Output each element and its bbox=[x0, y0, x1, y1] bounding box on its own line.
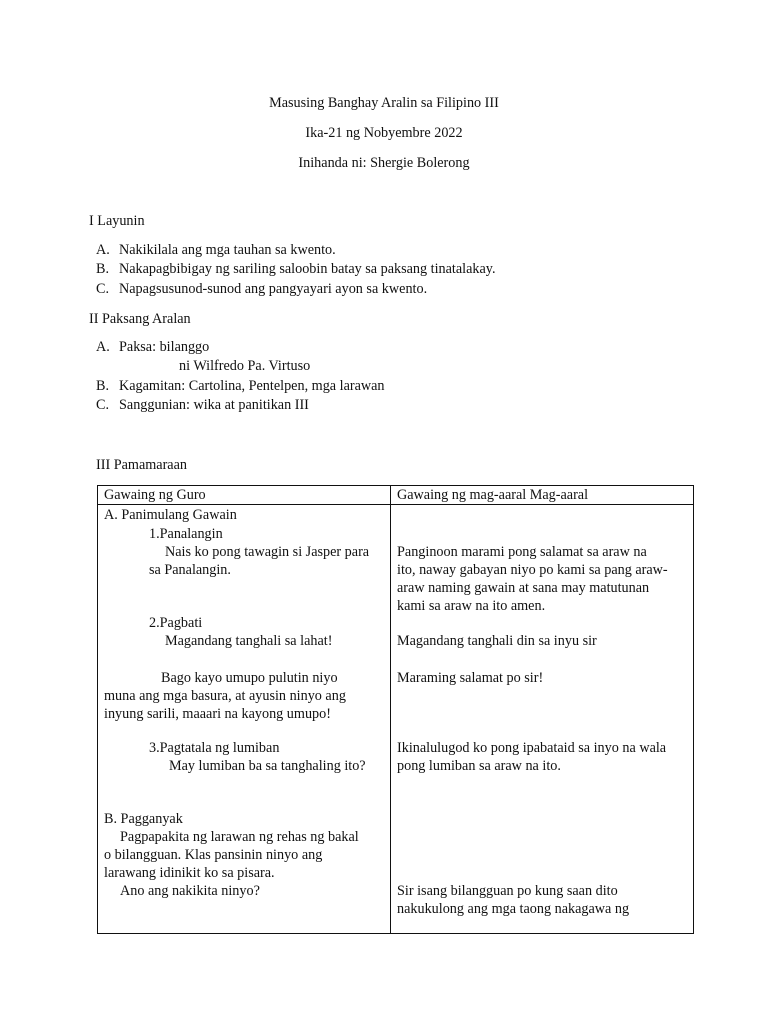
list-marker: C. bbox=[96, 396, 110, 413]
tanong-text: Ano ang nakikita ninyo? bbox=[120, 883, 260, 899]
document-author: Inihanda ni: Shergie Bolerong bbox=[298, 155, 470, 171]
document-title: Masusing Banghay Aralin sa Filipino III bbox=[269, 95, 499, 111]
table-header-row bbox=[98, 486, 694, 505]
cell-gawaing-magaaral bbox=[391, 505, 694, 934]
lumiban-text: May lumiban ba sa tanghaling ito? bbox=[169, 758, 366, 774]
pagbati-sagot: Magandang tanghali din sa inyu sir bbox=[397, 633, 597, 649]
list-text: Paksa: bilanggo bbox=[119, 339, 210, 355]
panalangin-sagot-line: ito, naway gabayan niyo po kami sa pang araw- bbox=[397, 562, 668, 578]
pamamaraan-table bbox=[97, 485, 694, 934]
list-text: Nakikilala ang mga tauhan sa kwento. bbox=[119, 242, 336, 258]
pagbati-label: 2.Pagbati bbox=[149, 615, 203, 631]
pagbati-text: Magandang tanghali sa lahat! bbox=[165, 633, 333, 649]
panalangin-label: 1.Panalangin bbox=[149, 526, 223, 542]
list-text: ni Wilfredo Pa. Virtuso bbox=[179, 358, 311, 375]
list-marker: A. bbox=[96, 242, 110, 258]
panalangin-sagot-line: Panginoon marami pong salamat sa araw na bbox=[397, 544, 647, 560]
list-marker: A. bbox=[96, 339, 110, 355]
lumiban-sagot-line: Ikinalulugod ko pong ipabataid sa inyo na wala bbox=[397, 740, 667, 756]
lumiban-sagot-line: pong lumiban sa araw na ito. bbox=[397, 758, 561, 774]
list-text: Sanggunian: wika at panitikan III bbox=[119, 396, 309, 413]
document-date: Ika-21 ng Nobyembre 2022 bbox=[305, 125, 463, 141]
column-header-guro: Gawaing ng Guro bbox=[98, 486, 391, 505]
cell-gawaing-guro bbox=[98, 505, 391, 934]
section-layunin-heading: I Layunin bbox=[89, 213, 145, 229]
pagganyak-line: larawang idinikit ko sa pisara. bbox=[104, 865, 275, 881]
panimulang-gawain-heading: A. Panimulang Gawain bbox=[104, 507, 237, 523]
section-paksa-heading: II Paksang Aralan bbox=[89, 311, 191, 327]
panalangin-line: sa Panalangin. bbox=[149, 562, 231, 578]
upo-line: inyung sarili, maaari na kayong umupo! bbox=[104, 706, 331, 722]
upo-line: Bago kayo umupo pulutin niyo bbox=[161, 670, 338, 686]
pagganyak-heading: B. Pagganyak bbox=[104, 811, 183, 827]
list-marker: B. bbox=[96, 261, 110, 278]
sagot-line: Sir isang bilangguan po kung saan dito bbox=[397, 883, 618, 899]
list-marker: B. bbox=[96, 377, 110, 394]
salamat-sagot: Maraming salamat po sir! bbox=[397, 670, 544, 686]
list-marker: C. bbox=[96, 280, 110, 297]
pagganyak-line: Pagpapakita ng larawan ng rehas ng bakal bbox=[120, 829, 359, 845]
panalangin-line: Nais ko pong tawagin si Jasper para bbox=[165, 544, 370, 560]
list-text: Napagsusunod-sunod ang pangyayari ayon sa kwento. bbox=[119, 280, 428, 297]
list-text: Kagamitan: Cartolina, Pentelpen, mga larawan bbox=[119, 377, 385, 394]
column-header-magaaral: Gawaing ng mag-aaral Mag-aaral bbox=[391, 486, 694, 505]
section-pamamaraan-heading: III Pamamaraan bbox=[96, 457, 187, 473]
lumiban-label: 3.Pagtatala ng lumiban bbox=[149, 740, 280, 756]
panalangin-sagot-line: kami sa araw na ito amen. bbox=[397, 598, 546, 614]
pagganyak-line: o bilangguan. Klas pansinin ninyo ang bbox=[104, 847, 323, 863]
sagot-line: nakukulong ang mga taong nakagawa ng bbox=[397, 901, 630, 917]
table-row bbox=[98, 505, 694, 934]
panalangin-sagot-line: araw naming gawain at sana may matutunan bbox=[397, 580, 650, 596]
upo-line: muna ang mga basura, at ayusin ninyo ang bbox=[104, 688, 346, 704]
list-text: Nakapagbibigay ng sariling saloobin batay sa paksang tinatalakay. bbox=[119, 261, 496, 278]
